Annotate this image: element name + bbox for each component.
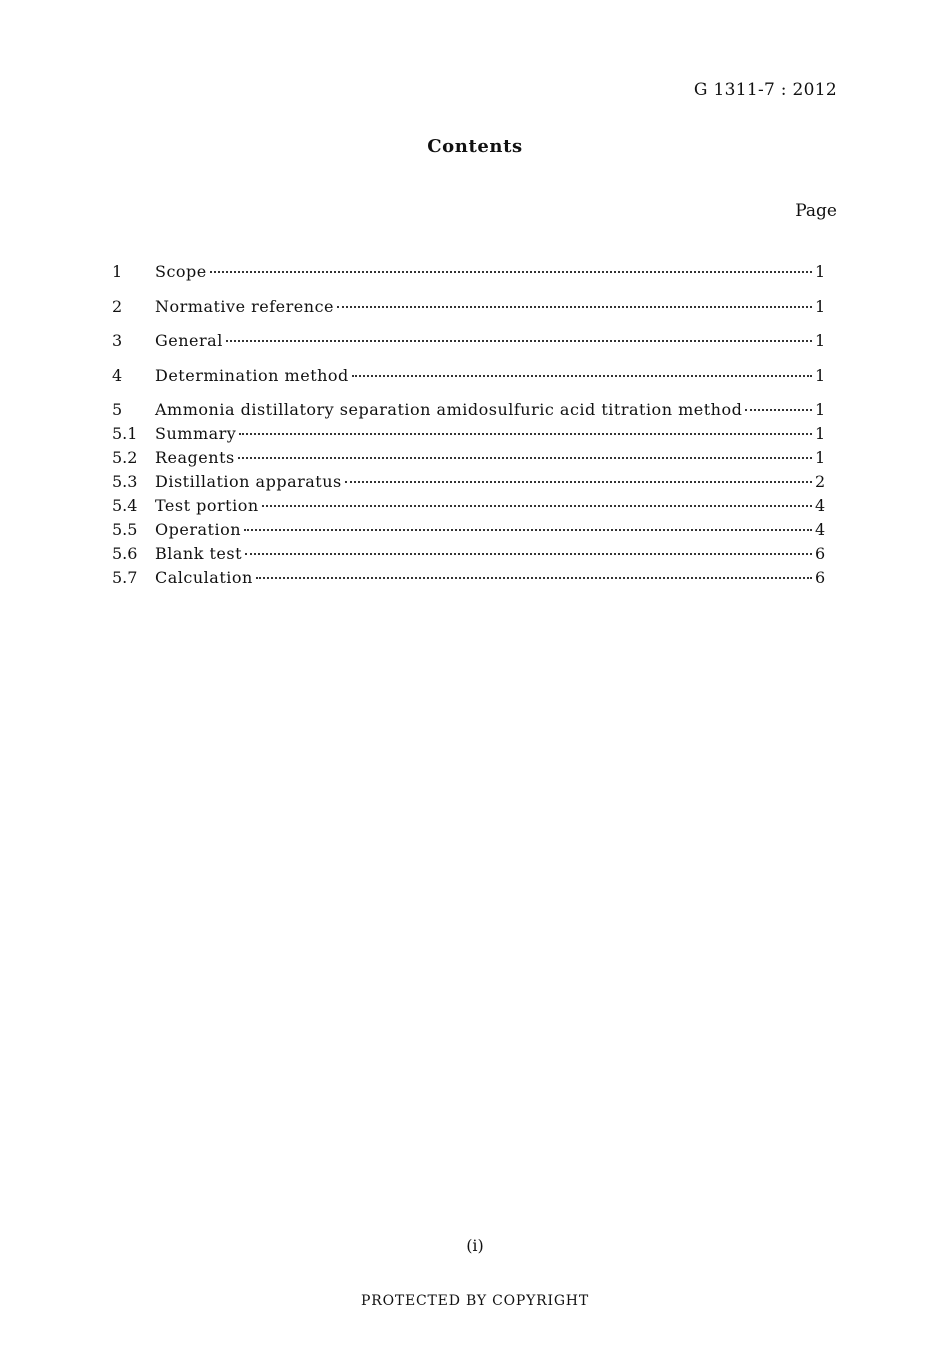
toc-entry[interactable] xyxy=(112,472,825,496)
toc-leader-dots xyxy=(244,529,812,531)
toc-entry-title: Test portion xyxy=(155,496,259,515)
toc-entry-page: 6 xyxy=(815,568,826,587)
toc-entry-page: 4 xyxy=(815,496,826,515)
toc-entry[interactable] xyxy=(112,496,825,520)
toc-entry-title: Scope xyxy=(155,262,207,281)
toc-entry-title: Distillation apparatus xyxy=(155,472,342,491)
toc-entry[interactable] xyxy=(112,520,825,544)
toc-entry-title: Normative reference xyxy=(155,296,334,316)
toc-entry-page: 4 xyxy=(815,520,826,539)
page-number: (i) xyxy=(466,1236,484,1255)
toc-entry[interactable] xyxy=(112,448,825,472)
page-column-heading: Page xyxy=(795,201,837,221)
toc-entry[interactable] xyxy=(112,297,825,332)
toc-entry-number: 3 xyxy=(112,331,123,350)
toc-entry-number: 5.1 xyxy=(112,424,138,443)
toc-leader-dots xyxy=(238,457,812,459)
toc-entry[interactable] xyxy=(112,424,825,448)
table-of-contents xyxy=(112,262,825,592)
toc-leader-dots xyxy=(226,340,812,342)
toc-leader-dots xyxy=(345,481,812,483)
toc-entry-number: 5.5 xyxy=(112,520,138,539)
toc-entry[interactable] xyxy=(112,331,825,366)
toc-entry-number: 1 xyxy=(112,262,123,281)
toc-entry-title: Operation xyxy=(155,520,241,539)
toc-entry-page: 1 xyxy=(815,296,826,316)
toc-leader-dots xyxy=(337,306,812,308)
toc-leader-dots xyxy=(352,375,812,377)
toc-entry[interactable] xyxy=(112,544,825,568)
toc-entry-title: Reagents xyxy=(155,448,235,467)
toc-entry-page: 2 xyxy=(815,472,826,491)
toc-entry-title: General xyxy=(155,331,223,350)
toc-entry-number: 5.4 xyxy=(112,496,138,515)
toc-entry-title: Ammonia distillatory separation amidosulfuric acid titration method xyxy=(155,400,743,419)
toc-entry-title: Determination method xyxy=(155,365,349,385)
toc-entry-number: 2 xyxy=(112,296,123,316)
toc-leader-dots xyxy=(262,505,812,507)
toc-entry-title: Blank test xyxy=(155,544,243,563)
toc-entry[interactable] xyxy=(112,568,825,592)
toc-entry[interactable] xyxy=(112,400,825,424)
toc-leader-dots xyxy=(239,433,812,435)
toc-entry-page: 1 xyxy=(815,448,826,467)
toc-entry-page: 1 xyxy=(815,424,826,443)
toc-entry-number: 5.6 xyxy=(112,544,138,563)
toc-entry-title: Summary xyxy=(155,424,237,443)
toc-leader-dots xyxy=(745,409,812,411)
toc-leader-dots xyxy=(245,553,812,555)
toc-entry-number: 4 xyxy=(112,365,123,385)
toc-entry-page: 6 xyxy=(815,544,826,563)
toc-leader-dots xyxy=(210,271,812,273)
toc-entry-number: 5.2 xyxy=(112,448,138,467)
copyright-notice: PROTECTED BY COPYRIGHT xyxy=(361,1293,589,1309)
toc-entry[interactable] xyxy=(112,366,825,401)
toc-entry-number: 5.7 xyxy=(112,568,138,587)
toc-entry-number: 5 xyxy=(112,400,123,419)
toc-leader-dots xyxy=(256,577,812,579)
toc-entry-page: 1 xyxy=(815,400,826,419)
toc-entry-page: 1 xyxy=(815,365,826,385)
toc-entry[interactable] xyxy=(112,262,825,297)
toc-entry-number: 5.3 xyxy=(112,472,138,491)
toc-entry-page: 1 xyxy=(815,331,826,350)
page-title: Contents xyxy=(427,136,523,157)
toc-entry-title: Calculation xyxy=(155,568,253,587)
toc-entry-page: 1 xyxy=(815,262,826,281)
standard-code: G 1311-7 : 2012 xyxy=(693,80,837,100)
